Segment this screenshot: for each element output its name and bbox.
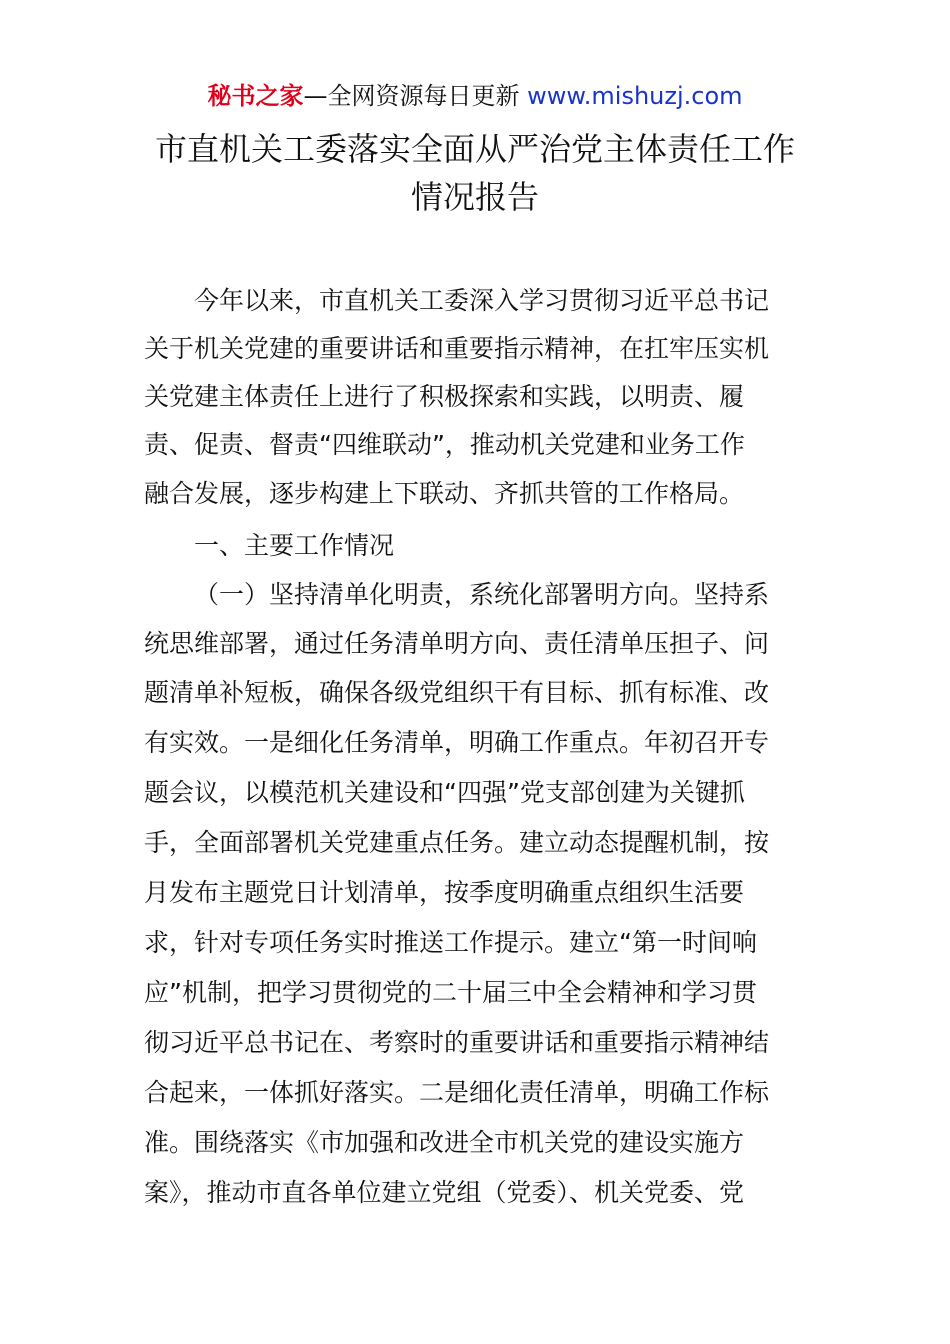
body-line: 准。围绕落实《市加强和改进全市机关党的建设实施方 (144, 1128, 745, 1157)
section-heading: 一、主要工作情况 (194, 531, 395, 560)
body-line: 题会议，以模范机关建设和“四强”党支部创建为关键抓 (144, 778, 745, 807)
body-line: 求，针对专项任务实时推送工作提示。建立“第一时间响 (144, 928, 757, 957)
body-line: 融合发展，逐步构建上下联动、齐抓共管的工作格局。 (144, 479, 745, 508)
subsection-heading: （一）坚持清单化明责，系统化部署明方向。坚持系 (194, 580, 770, 609)
site-url: www.mishuzj.com (527, 82, 743, 110)
brand-name: 秘书之家 (207, 82, 304, 110)
document-title-line-2: 情况报告 (410, 178, 539, 216)
body-line: 手，全面部署机关党建重点任务。建立动态提醒机制，按 (144, 828, 770, 857)
body-line: 责、促责、督责“四维联动”，推动机关党建和业务工作 (144, 430, 745, 459)
body-line: 合起来，一体抓好落实。二是细化责任清单，明确工作标 (144, 1078, 770, 1107)
body-line: 统思维部署，通过任务清单明方向、责任清单压担子、问 (144, 629, 770, 658)
site-header (0, 78, 950, 114)
body-line: 关党建主体责任上进行了积极探索和实践，以明责、履 (144, 382, 745, 411)
document-title-line-1: 市直机关工委落实全面从严治党主体责任工作 (154, 130, 795, 168)
body-line: 案》，推动市直各单位建立党组（党委）、机关党委、党 (144, 1178, 745, 1207)
body-line: 关于机关党建的重要讲话和重要指示精神，在扛牢压实机 (144, 334, 770, 363)
body-line: 彻习近平总书记在、考察时的重要讲话和重要指示精神结 (144, 1028, 770, 1057)
body-line: 有实效。一是细化任务清单，明确工作重点。年初召开专 (144, 728, 770, 757)
body-line: 月发布主题党日计划清单，按季度明确重点组织生活要 (144, 878, 745, 907)
body-line: 应”机制，把学习贯彻党的二十届三中全会精神和学习贯 (144, 978, 757, 1007)
header-tagline: —全网资源每日更新 (303, 82, 528, 110)
body-line: 题清单补短板，确保各级党组织干有目标、抓有标准、改 (144, 678, 770, 707)
body-line: 今年以来，市直机关工委深入学习贯彻习近平总书记 (194, 286, 770, 315)
